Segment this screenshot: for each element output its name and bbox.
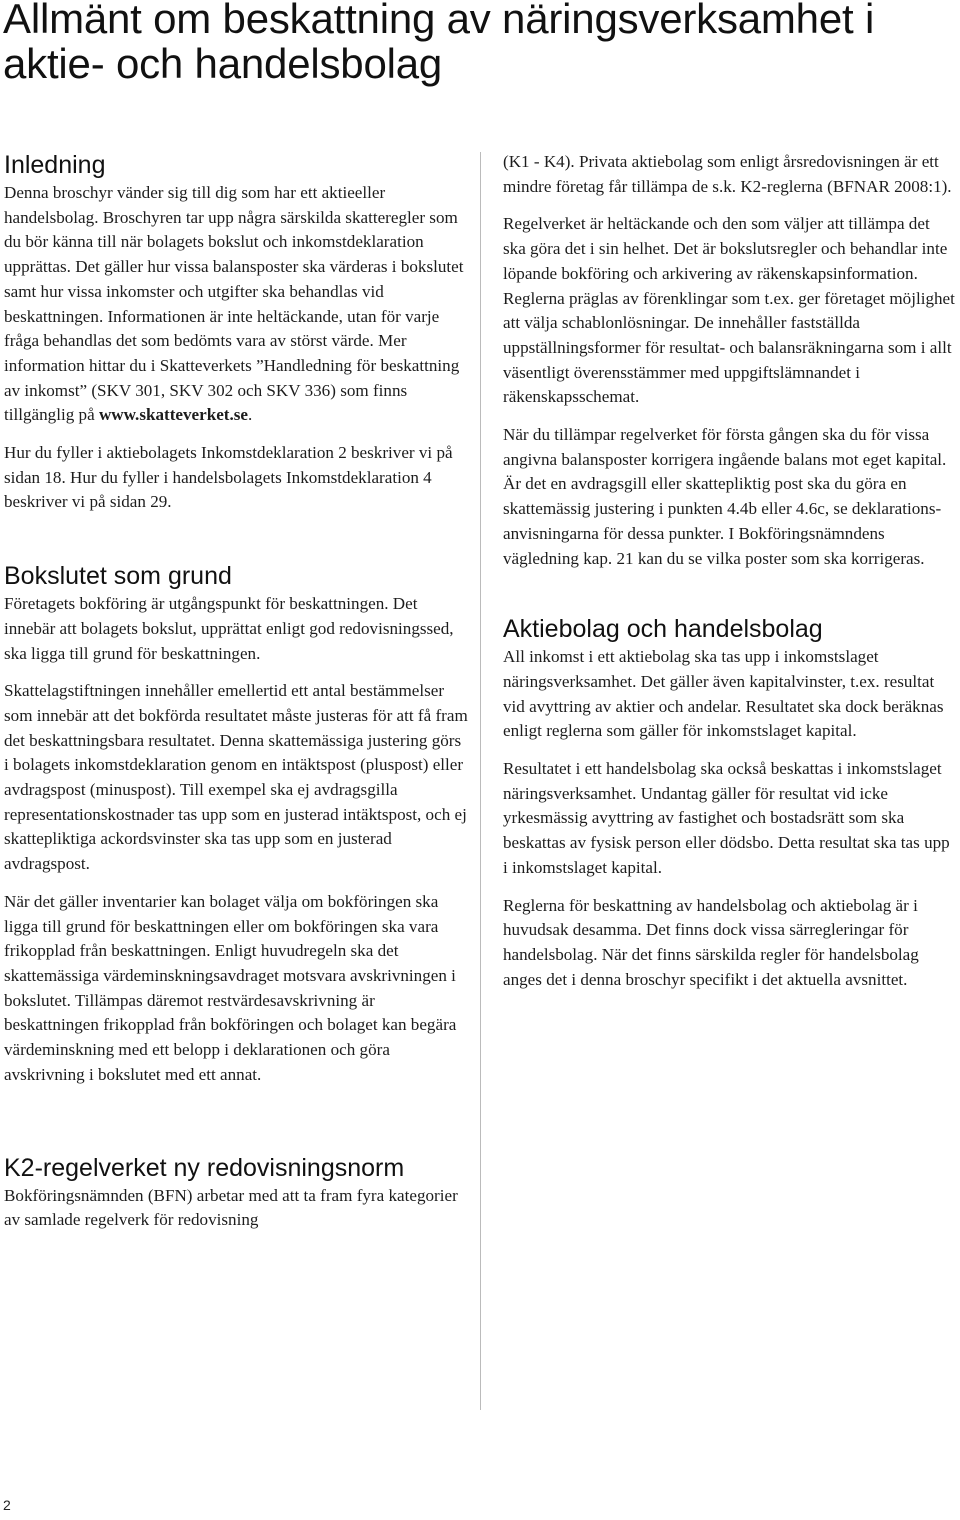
paragraph-inledning-1-text: Denna broschyr vänder sig till dig som har ett aktieeller handelsbolag. Broschyren tar upp några särskilda skatteregler som du bör känna till när bolagets bokslut och inkomstdeklaration upprättas. Det gäller hur vissa balansposter ska värderas i bokslutet samt hur vissa inkomster och utgifter ska behandlas vid beskattningen. Informationen är inte heltäckande, utan för varje fråga behandlas det som bedömts vara av störst värde. Mer information hittar du i Skatteverkets ”Handledning för beskattning av inkomst” (SKV 301, SKV 302 och SKV 336) som finns tillgänglig på <box>4 183 464 425</box>
heading-bokslutet: Bokslutet som grund <box>4 562 232 591</box>
page-title: Allmänt om beskattning av näringsverksamhet i aktie- och handelsbolag <box>3 0 875 87</box>
paragraph-aktiebolag-2: Resultatet i ett handelsbolag ska också beskattas i inkomstslaget näringsverksamhet. Undantag gäller för resultat vid icke yrkesmässig avyttring av fastighet och bostadsrätt som ska beskattas av fysisk person eller dödsbo. Detta resultat ska tas upp i inkomstslaget kapital. <box>503 759 950 877</box>
right-column <box>503 150 955 1005</box>
page-number: 2 <box>3 1497 11 1513</box>
column-divider <box>480 152 481 1410</box>
paragraph-inledning-1-end: . <box>248 405 253 425</box>
paragraph-k2-1-continued: (K1 - K4). Privata aktiebolag som enligt årsredovisningen är ett mindre företag får tillämpa de s.k. K2-reglerna (BFNAR 2008:1). <box>503 152 952 196</box>
paragraph-bokslutet-3: När det gäller inventarier kan bolaget välja om bokföringen ska ligga till grund för beskattningen eller om bokföringen ska vara frikopplad från beskattningen. Enligt huvudregeln ska det skattemässiga värdeminskningsavdraget motsvara avskrivningen i bokslutet. Tillämpas däremot restvärdesavskrivning är beskattningen frikopplad från bokföringen och bolaget kan begära värdeminskning med ett belopp i deklarationen och göra avskrivning i bokslutet med ett annat. <box>4 891 457 1084</box>
paragraph-aktiebolag-3: Reglerna för beskattning av handelsbolag och aktiebolag är i huvudsak desamma. Det finns dock vissa särregleringar för handelsbolag. När det finns särskilda regler för handelsbolag anges det i denna broschyr specifikt i det aktuella avsnittet. <box>503 895 919 989</box>
skatteverket-link[interactable]: www.skatteverket.se <box>98 405 249 425</box>
section-aktiebolag <box>503 614 955 992</box>
spacer <box>4 528 468 561</box>
section-inledning <box>4 150 468 515</box>
paragraph-k2-3: När du tillämpar regelverket för första gången ska du för vissa angivna balansposter korrigera ingående balans mot eget kapital. Är det en avdragsgill eller skattepliktig post ska du göra en skattemässig justering i punkten 4.4b eller 4.6c, se deklarationsanvisningarna för dessa punkter. I Bokföringsnämndens vägledning kap. 21 kan du se vilka poster som ska korrigeras. <box>503 425 947 568</box>
paragraph-k2-1: Bokföringsnämnden (BFN) arbetar med att ta fram fyra kategorier av samlade regelverk för redovisning <box>4 1185 458 1230</box>
paragraph-bokslutet-2: Skattelagstiftningen innehåller emellertid ett antal bestämmelser som innebär att det bokförda resultatet måste justeras för att få fram det beskattningsbara resultatet. Denna skattemässiga justering görs i bolagets inkomstdeklaration genom en intäktspost (pluspost) eller avdragspost (minuspost). Till exempel ska ej avdragsgilla representationskostnader tas upp som en justerad intäktspost, och ej skattepliktiga ackordsvinster ska tas upp som en justerad avdragspost. <box>4 681 468 874</box>
paragraph-inledning-1 <box>4 181 468 428</box>
paragraph-inledning-2: Hur du fyller i aktiebolagets Inkomstdeklaration 2 beskriver vi på sidan 18. Hur du fyller i handelsbolagets Inkomstdeklaration 4 beskriver vi på sidan 29. <box>4 443 453 512</box>
section-bokslutet <box>4 561 468 1087</box>
paragraph-k2-2: Regelverket är heltäckande och den som väljer att tillämpa det ska göra det i sin helhet. Det är bokslutsregler och behandlar inte löpande bokföring och arkivering av räkenskapsinformation. Reglerna präglas av förenklingar som t.ex. ger företaget möjlighet att välja schablonlösningar. De innehåller fastställda uppställningsformer för resultat- och balansräkningarna som i allt väsentligt överensstämmer med uppgiftslämnandet i räkenskapsschemat. <box>503 214 955 407</box>
spacer <box>503 584 955 614</box>
left-column <box>4 150 468 1246</box>
heading-k2: K2-regelverket ny redovisningsnorm <box>4 1153 405 1182</box>
spacer <box>4 1101 468 1153</box>
heading-inledning: Inledning <box>4 151 106 179</box>
paragraph-bokslutet-1: Företagets bokföring är utgångspunkt för beskattningen. Det innebär att bolagets bokslut, upprättat enligt god redovisningssed, ska ligga till grund för beskattningen. <box>4 594 454 663</box>
heading-aktiebolag: Aktiebolag och handelsbolag <box>503 615 823 644</box>
section-k2 <box>4 1153 468 1233</box>
paragraph-aktiebolag-1: All inkomst i ett aktiebolag ska tas upp i inkomstslaget näringsverksamhet. Det gäller även kapitalvinster, t.ex. resultat vid avyttring av aktier och andelar. Resultatet ska dock beräknas enligt reglerna som gäller för inkomstslaget kapital. <box>503 647 944 741</box>
